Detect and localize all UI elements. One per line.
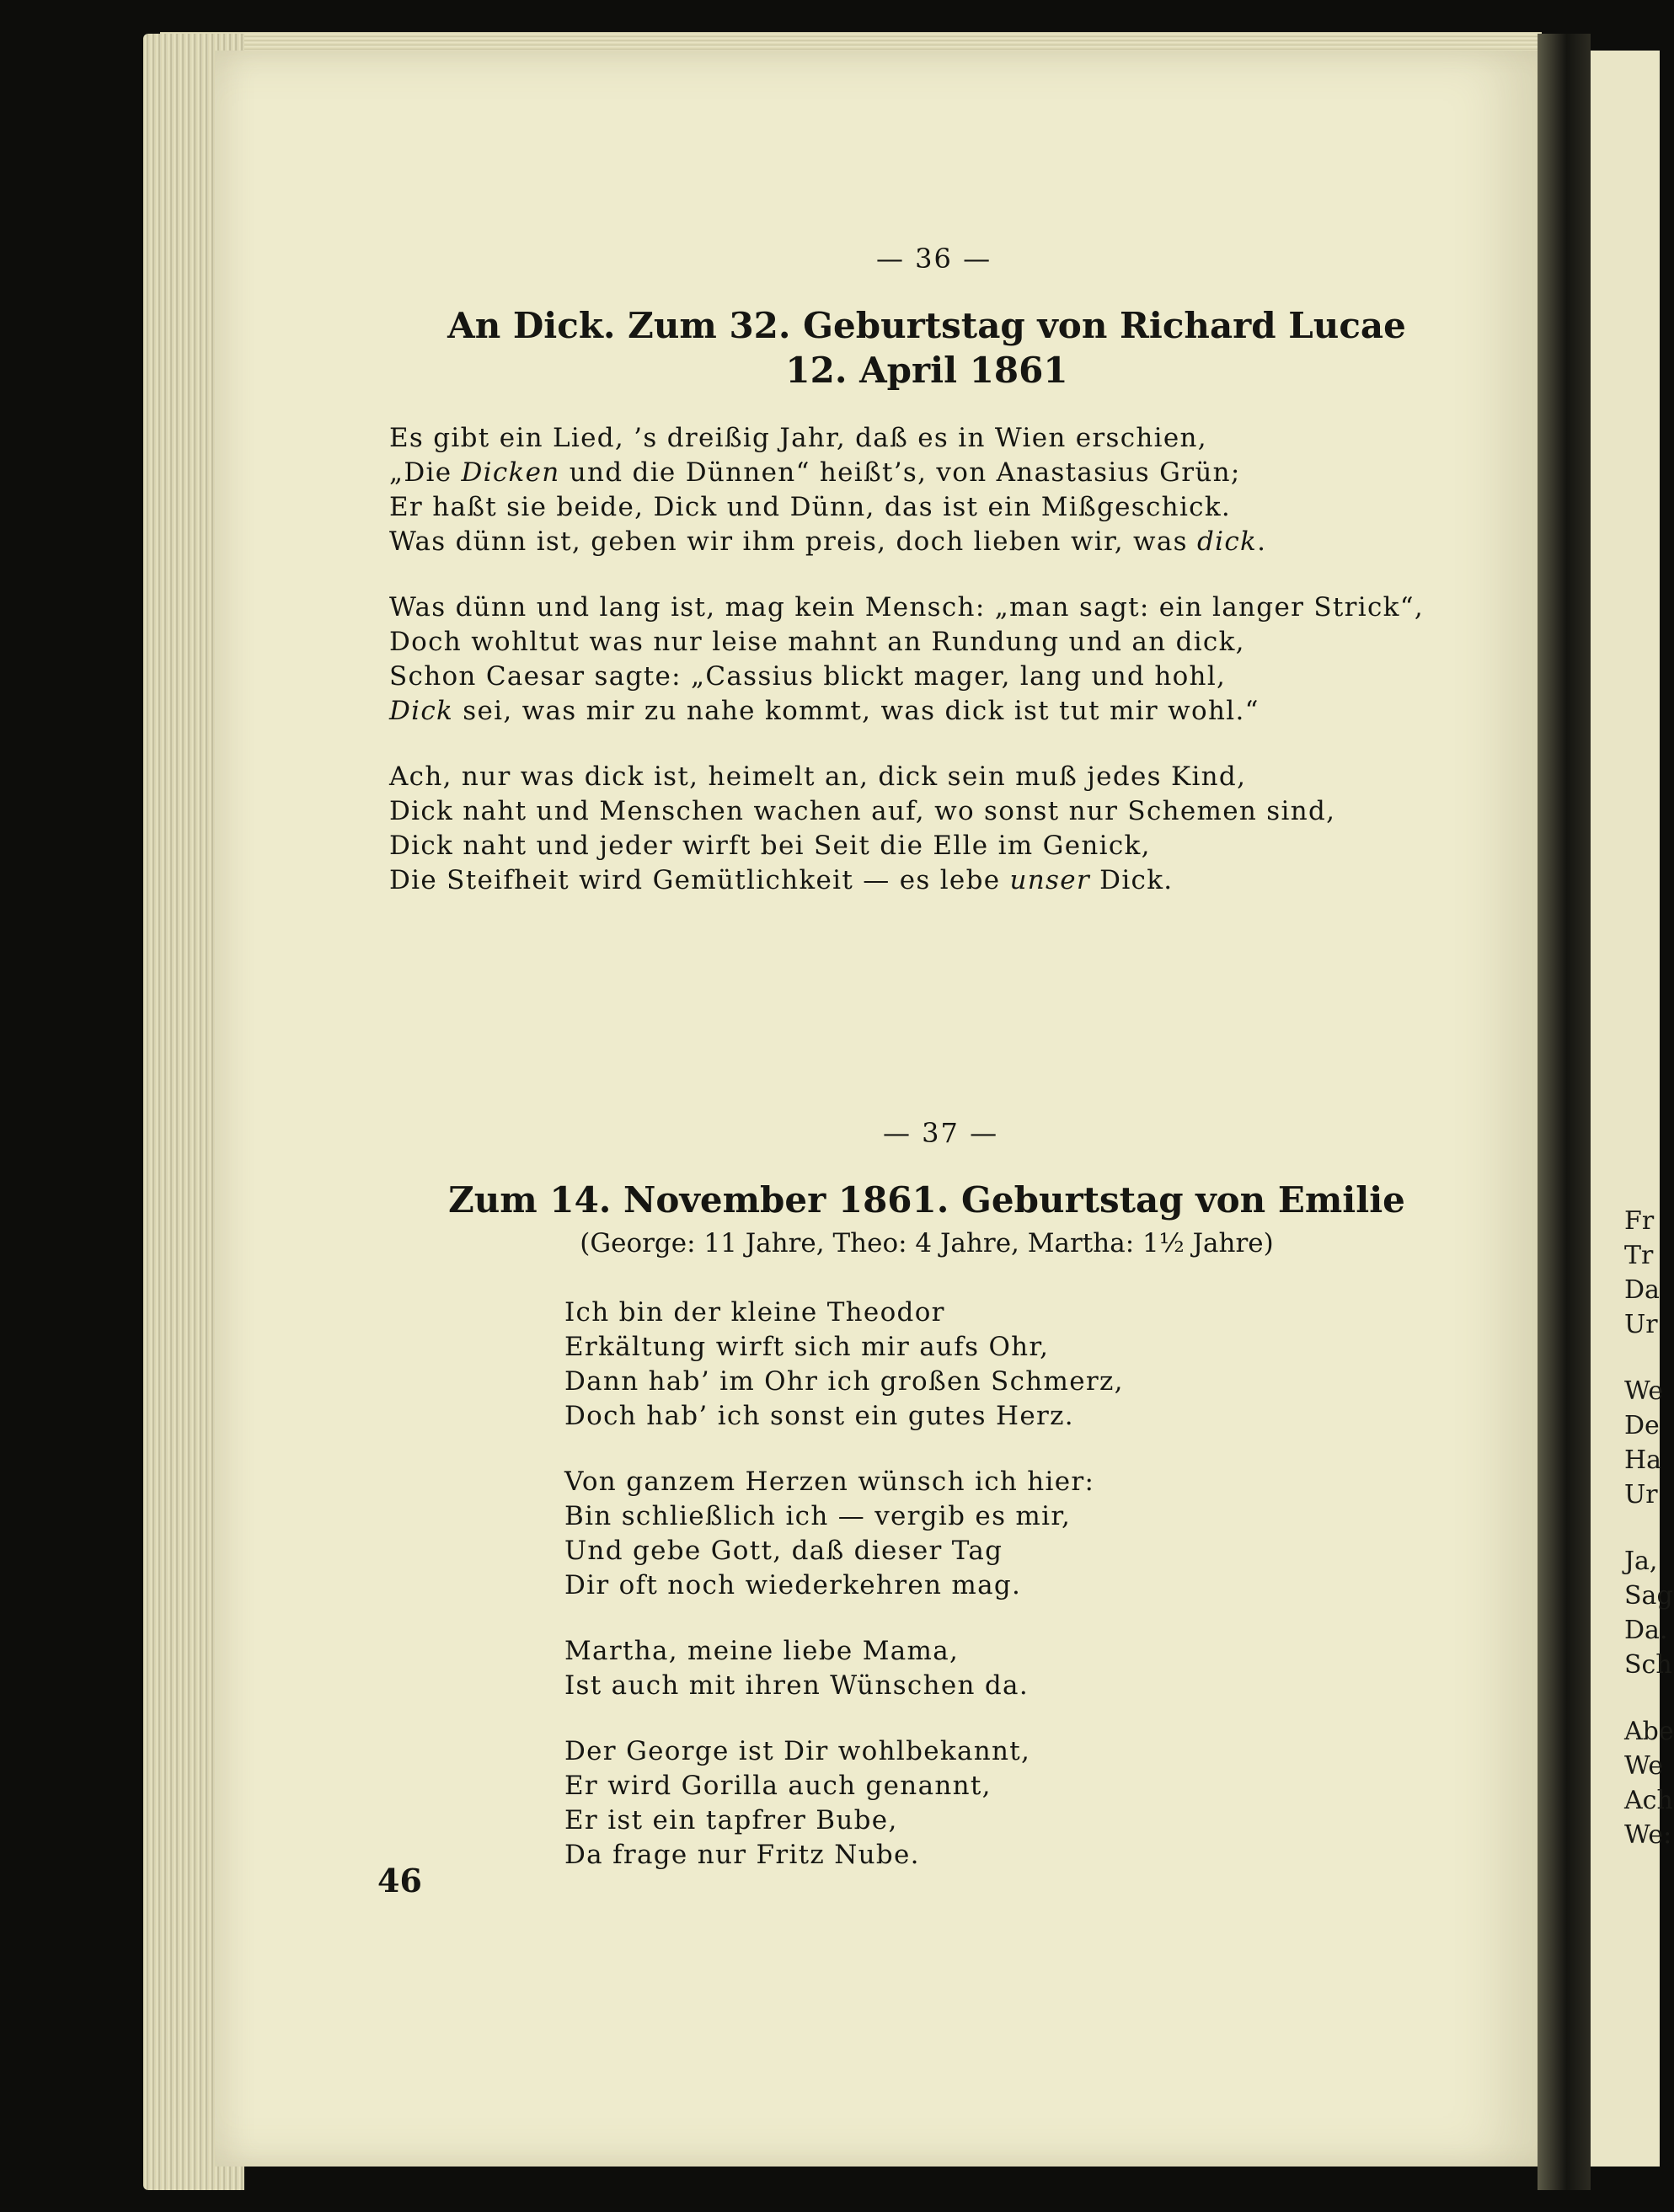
facing-page-fragment: Da.	[1624, 1616, 1668, 1645]
poem-line: Schon Caesar sagte: „Cassius blickt mager, lang und hohl,	[389, 661, 1227, 692]
poem-line: Ach, nur was dick ist, heimelt an, dick sein muß jedes Kind,	[389, 761, 1247, 792]
facing-page-fragment: Ha	[1624, 1445, 1662, 1475]
emphasized-word: dick	[1197, 526, 1258, 557]
emphasized-word: unser	[1009, 865, 1091, 895]
poem-line: Dann hab’ im Ohr ich großen Schmerz,	[564, 1366, 1124, 1397]
poem-line: Ist auch mit ihren Wünschen da.	[564, 1670, 1029, 1701]
poem-title: Zum 14. November 1861. Geburtstag von Emilie	[448, 1179, 1405, 1221]
facing-page-fragment: De	[1624, 1411, 1660, 1440]
line-segment: .	[1257, 526, 1267, 557]
poem-line: Bin schließlich ich — vergib es mir,	[564, 1501, 1072, 1531]
poem-subtitle: (George: 11 Jahre, Theo: 4 Jahre, Martha: 1½ Jahre)	[580, 1228, 1274, 1258]
poem-line: Und gebe Gott, daß dieser Tag	[564, 1536, 1003, 1566]
book-gutter	[1538, 34, 1591, 2190]
line-segment: Was dünn ist, geben wir ihm preis, doch lieben wir, was	[389, 526, 1198, 557]
facing-page-fragment: Ur	[1624, 1480, 1658, 1509]
poem-emilie	[564, 1296, 1124, 1904]
facing-page-fragment: We:	[1624, 1820, 1672, 1850]
poem-line: Er ist ein tapfrer Bube,	[564, 1805, 898, 1835]
folio-number: 46	[377, 1862, 422, 1899]
poem-line: Martha, meine liebe Mama,	[564, 1636, 960, 1666]
stanza	[564, 1634, 1124, 1703]
stanza	[389, 590, 1424, 729]
line-segment: und die Dünnen“ heißt’s, von Anastasius Grün;	[559, 457, 1241, 488]
poem-line: Von ganzem Herzen wünsch ich hier:	[564, 1467, 1095, 1497]
poem-date: 12. April 1861	[785, 350, 1068, 391]
line-segment: Dick.	[1090, 865, 1174, 895]
page-number-37: — 37 —	[883, 1117, 999, 1149]
poem-line	[389, 694, 1424, 729]
poem-line: Erkältung wirft sich mir aufs Ohr,	[564, 1332, 1050, 1362]
poem-line	[389, 863, 1424, 898]
facing-page-fragment: Sch	[1624, 1650, 1672, 1680]
facing-page-fragment: Abe	[1624, 1717, 1674, 1746]
stanza	[564, 1296, 1124, 1434]
page-number-36: — 36 —	[876, 243, 992, 275]
facing-page-fragment: We	[1624, 1751, 1664, 1781]
facing-page-fragment: Tr	[1624, 1241, 1654, 1270]
facing-page-fragment: We	[1624, 1376, 1664, 1406]
poem-line: Doch wohltut was nur leise mahnt an Rundung und an dick,	[389, 627, 1245, 657]
line-segment: „Die	[389, 457, 462, 488]
poem-line: Dick naht und jeder wirft bei Seit die Elle im Genick,	[389, 831, 1151, 861]
poem-line: Er wird Gorilla auch genannt,	[564, 1771, 992, 1801]
facing-page-fragment: Sag	[1624, 1581, 1673, 1611]
facing-page-fragment: Ja,	[1624, 1547, 1658, 1576]
poem-line: Doch hab’ ich sonst ein gutes Herz.	[564, 1401, 1074, 1431]
poem-line: Er haßt sie beide, Dick und Dünn, das ist ein Mißgeschick.	[389, 492, 1232, 522]
stanza	[389, 760, 1424, 898]
stanza	[564, 1734, 1124, 1873]
line-segment: sei, was mir zu nahe kommt, was dick ist tut mir wohl.“	[453, 696, 1260, 726]
facing-page-fragment: Fr	[1624, 1206, 1655, 1236]
poem-line: Der George ist Dir wohlbekannt,	[564, 1736, 1031, 1766]
poem-line: Ich bin der kleine Theodor	[564, 1297, 945, 1328]
poem-an-dick	[389, 421, 1424, 929]
poem-line	[389, 456, 1424, 490]
poem-line: Was dünn und lang ist, mag kein Mensch: „man sagt: ein langer Strick“,	[389, 592, 1425, 622]
stanza	[564, 1465, 1124, 1603]
stanza	[389, 421, 1424, 559]
emphasized-word: Dick	[389, 696, 454, 726]
poem-line: Dick naht und Menschen wachen auf, wo sonst nur Schemen sind,	[389, 796, 1336, 826]
poem-line: Es gibt ein Lied, ’s dreißig Jahr, daß es in Wien erschien,	[389, 423, 1207, 453]
facing-page-fragment: Ur	[1624, 1310, 1658, 1339]
emphasized-word: Dicken	[461, 457, 560, 488]
poem-line: Dir oft noch wiederkehren mag.	[564, 1570, 1022, 1600]
line-segment: Die Steifheit wird Gemütlichkeit — es lebe	[389, 865, 1010, 895]
poem-title: An Dick. Zum 32. Geburtstag von Richard Lucae	[447, 305, 1406, 346]
facing-page-fragment: Ach	[1624, 1786, 1673, 1815]
facing-page-fragment: Da	[1624, 1275, 1660, 1305]
poem-line: Da frage nur Fritz Nube.	[564, 1840, 920, 1870]
poem-line	[389, 525, 1424, 559]
